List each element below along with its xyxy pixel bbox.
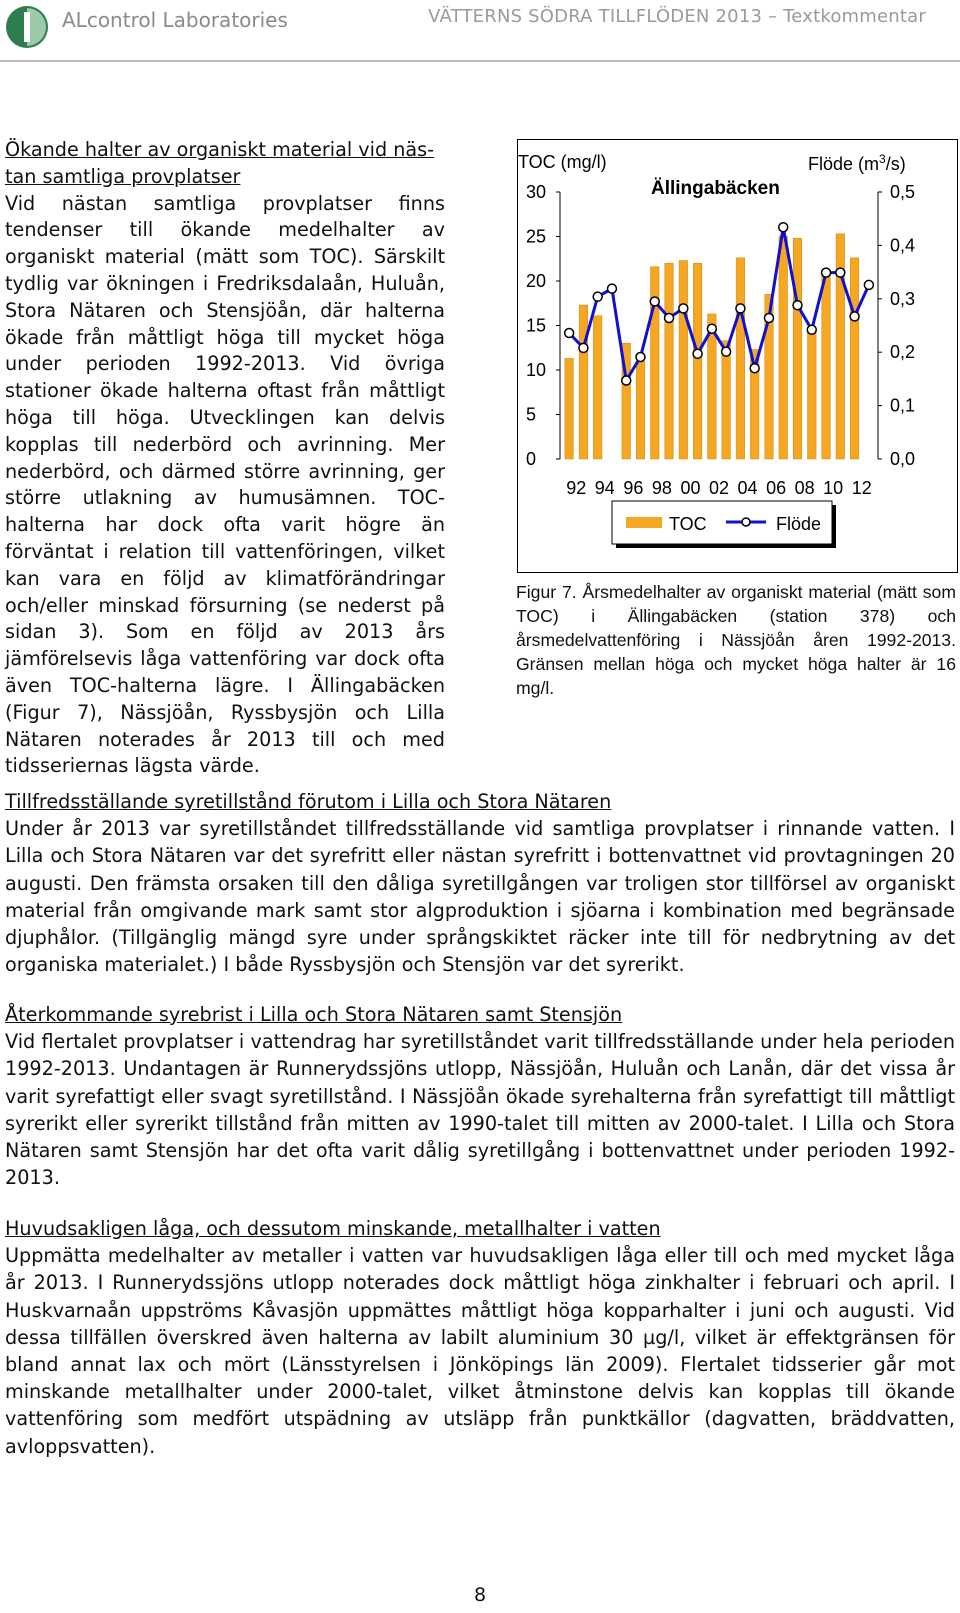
legend-toc-label: TOC (669, 514, 707, 534)
toc-bar (779, 237, 788, 460)
oxygen-section (5, 788, 955, 978)
x-tick-label: 04 (737, 478, 758, 498)
y-tick-label: 15 (526, 315, 547, 336)
flow-point (593, 292, 602, 301)
toc-bar (736, 258, 745, 459)
chart-ylabel: TOC (mg/l) (518, 152, 607, 172)
oxygen-deficit-body: Vid flertalet provplatser i vattendrag har syretillståndet varit tillfredsställande under hela perioden 1992-2013. Undantagen är Runnerydssjöns utlopp, Nässjöån, Huluån och Lanån, där det vissa år varit syrefattigt eller svagt syretillstånd. I Nässjöån ökade syrehalterna från syrefattigt till måttligt syrerikt eller syrerikt tillstånd från mitten av 1990-talet till mitten av 2000-talet. I Lilla och Stora Nätaren samt Stensjön har det ofta varit dålig syretillgång i bottenvattnet under perioden 1992-2013. (5, 1030, 955, 1190)
heading-line-1: Ökande halter av organiskt material vid näs- (5, 138, 435, 161)
toc-bar (650, 267, 659, 459)
x-tick-label: 92 (566, 478, 587, 498)
header-divider (0, 60, 960, 62)
y2-tick-label: 0,0 (890, 449, 916, 469)
oxygen-heading: Tillfredsställande syretillstånd förutom i Lilla och Stora Nätaren (5, 790, 612, 813)
flow-point (679, 304, 688, 313)
chart-legend (612, 501, 836, 548)
flow-point (750, 364, 759, 373)
flow-point (764, 314, 773, 323)
page-number: 8 (473, 1584, 487, 1606)
flow-point (693, 349, 702, 358)
flow-point (793, 301, 802, 310)
toc-bar (565, 358, 574, 459)
legend-flow-label: Flöde (776, 514, 822, 534)
y2-tick-label: 0,5 (890, 182, 916, 202)
flow-point (650, 297, 659, 306)
oxygen-deficit-section (5, 1001, 955, 1191)
oxygen-deficit-heading: Återkommande syrebrist i Lilla och Stora Nätaren samt Stensjön (5, 1003, 623, 1026)
legend-toc-swatch (626, 517, 662, 528)
x-tick-label: 02 (708, 478, 730, 498)
x-tick-label: 00 (680, 478, 701, 498)
y2-tick-label: 0,4 (890, 235, 916, 256)
x-tick-label: 94 (594, 478, 615, 498)
toc-bar (579, 305, 588, 459)
metals-heading: Huvudsakligen låga, och dessutom minskande, metallhalter i vatten (5, 1217, 661, 1240)
figure-7-chart (517, 139, 958, 573)
flow-point (850, 312, 859, 321)
flow-point (636, 353, 645, 362)
y2-tick-label: 0,3 (890, 288, 916, 309)
x-tick-label: 96 (623, 478, 644, 498)
flow-point (779, 223, 788, 232)
flow-point (864, 280, 873, 289)
flow-point (565, 328, 574, 337)
flow-point (722, 347, 731, 356)
flow-point (822, 268, 831, 277)
metals-section (5, 1215, 955, 1460)
toc-bar (850, 258, 859, 459)
flow-point (807, 325, 816, 334)
chart-title: Ällingabäcken (651, 178, 780, 199)
flow-point (607, 284, 616, 293)
flow-point (736, 304, 745, 313)
x-tick-label: 10 (823, 478, 844, 498)
x-tick-label: 98 (651, 478, 672, 498)
y-tick-label: 10 (526, 360, 547, 380)
metals-body: Uppmätta medelhalter av metaller i vatten var huvudsakligen låga eller till och med mycket låga år 2013. I Runnerydssjöns utlopp noterades dock måttligt höga zinkhalter i februari och april. I Huskvarnaån uppströms Kåvasjön uppmättes måttligt höga kopparhalter i juni och augusti. Vid dessa tillfällen överskred även halterna av labilt aluminium 30 µg/l, vilket är effektgränsen för bland annat lax och mört (Länsstyrelsen i Jönköpings län 2009). Flertalet tidsserier går mot minskande metallhalter under 2000-talet, vilket åtminstone delvis kan kopplas till ökande vattenföring som medfört utspädning av utsläpp från punktkällor (dagvatten, bräddvatten, avloppsvatten). (5, 1244, 955, 1458)
y-tick-label: 30 (526, 182, 547, 202)
alcontrol-logo-icon (4, 4, 50, 50)
brand-name: ALcontrol Laboratories (62, 8, 288, 32)
flow-point (665, 314, 674, 323)
page-header (0, 0, 960, 62)
toc-bar (822, 272, 831, 459)
flow-point (836, 268, 845, 277)
chart-svg (518, 140, 957, 572)
toc-bar (722, 341, 731, 459)
organic-material-body: Vid nästan samtliga provplatser finns tendenser till ökande medelhalter av organiskt material (mätt som TOC). Särskilt tydlig var ökningen i Fredriksdalaån, Huluån, Stora Nätaren och Stensjöån, där halterna ökade från måttligt höga till mycket höga under perioden 1992-2013. Vid övriga stationer ökade halterna oftast från måttligt höga till höga. Utvecklingen kan delvis kopplas till nederbörd och avrinning. Mer nederbörd, och därmed större avrinning, ger större utlakning av humusämnen. TOC-halterna har dock ofta varit högre än förväntat i relation till vattenföringen, vilket kan vara en följd av klimatförändringar och/eller minskad försurning (se nederst på sidan 3). Som en följd av 2013 års jämförelsevis låga vattenföring var dock ofta även TOC-halterna lägre. I Ällingabäcken (Figur 7), Nässjöån, Ryssbysjön och Lilla Nätaren noterades år 2013 till och med tidsseriernas lägsta värde. (5, 191, 445, 778)
legend-flow-marker (742, 518, 750, 526)
toc-bar (665, 263, 674, 459)
toc-bar (693, 263, 702, 459)
organic-material-section (5, 137, 445, 780)
oxygen-body: Under år 2013 var syretillståndet tillfredsställande vid samtliga provplatser i rinnande vatten. I Lilla och Stora Nätaren var det syrefritt eller nästan syrefritt i bottenvattnet vid provtagningen 20 augusti. Den främsta orsaken till den dåliga syretillgången var troligen stor tillförsel av organiskt material från omgivande mark samt stor algproduktion i sjöarna i kombination med begränsade djuphålor. (Tillgänglig mängd syre under språngskiktet räcker inte till för nedbrytning av det organiska materialet.) I både Ryssbysjön och Stensjön var det syrerikt. (5, 817, 955, 977)
toc-bar (679, 261, 688, 459)
y2-tick-label: 0,1 (890, 395, 916, 416)
y2-tick-label: 0,2 (890, 342, 916, 363)
y-tick-label: 0 (526, 449, 537, 469)
x-tick-label: 08 (794, 478, 815, 498)
chart-y2label: Flöde $(m^3/s)$ (808, 152, 906, 174)
figure-caption: Figur 7. Årsmedelhalter av organiskt material (mätt som TOC) i Ällingabäcken (station 378) och årsmedelvattenföring i Nässjöån åren 1992-2013. Gränsen mellan höga och mycket höga halter är 16 mg/l. (516, 582, 956, 698)
toc-bar (636, 361, 645, 459)
organic-material-heading (5, 137, 445, 191)
y-tick-label: 20 (526, 271, 547, 291)
flow-point (579, 343, 588, 352)
y-tick-label: 25 (526, 226, 547, 247)
flow-point (622, 376, 631, 385)
toc-bar (593, 316, 602, 459)
x-tick-label: 12 (851, 478, 872, 498)
toc-bar (807, 328, 816, 459)
toc-bar (793, 238, 802, 459)
y-tick-label: 5 (526, 404, 537, 425)
x-tick-label: 06 (766, 478, 787, 498)
document-title: VÄTTERNS SÖDRA TILLFLÖDEN 2013 – Textkommentar (428, 6, 926, 27)
heading-line-2: tan samtliga provplatser (5, 164, 241, 188)
flow-point (707, 324, 716, 333)
